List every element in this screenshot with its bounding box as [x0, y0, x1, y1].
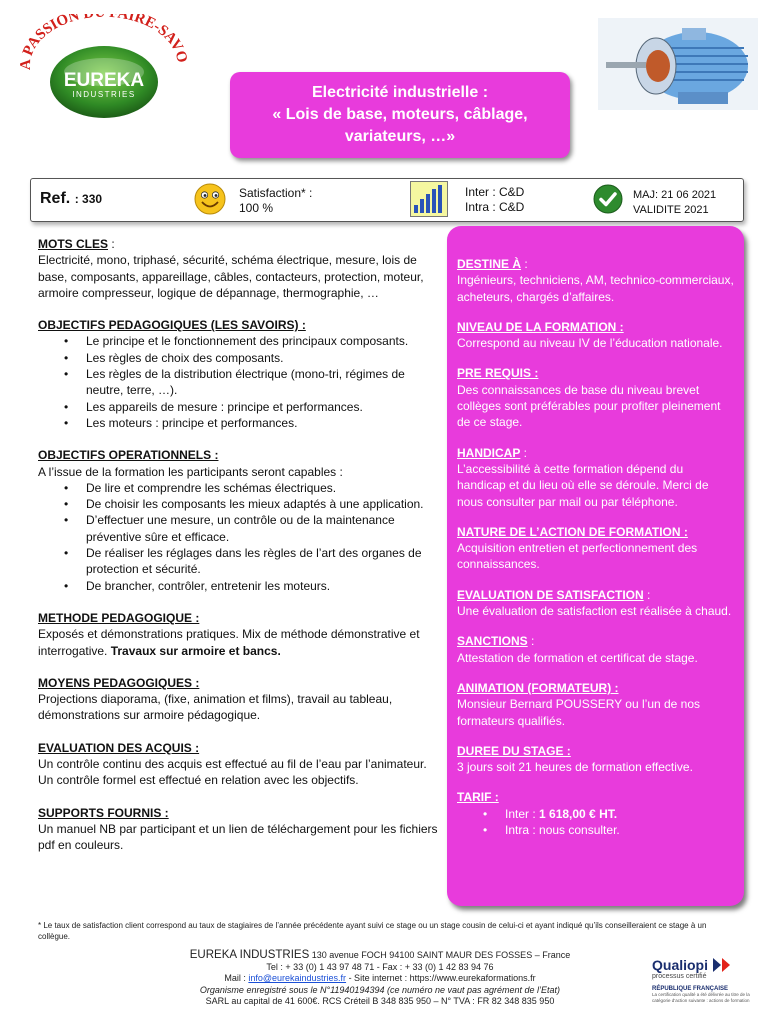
- destine-text: Ingénieurs, techniciens, AM, technico-commerciaux, acheteurs, chargés d’affaires.: [457, 273, 734, 304]
- methode-heading: METHODE PEDAGOGIQUE :: [38, 610, 200, 625]
- list-item: • De lire et comprendre les schémas électriques.: [86, 480, 438, 496]
- tarif-list: [505, 806, 734, 839]
- supports-text: Un manuel NB par participant et un lien de téléchargement pour les fichiers pdf en couleurs.: [38, 821, 438, 853]
- nature-heading: NATURE DE L’ACTION DE FORMATION :: [457, 524, 688, 539]
- supports-section: [38, 805, 438, 854]
- company-footer: [90, 950, 670, 1008]
- methode-section: [38, 610, 438, 659]
- list-item: • De choisir les composants les mieux adaptés à une application.: [86, 496, 438, 512]
- evaluation-acquis-heading: EVALUATION DES ACQUIS :: [38, 740, 200, 755]
- validity: VALIDITE 2021: [633, 204, 709, 216]
- title-line-2: « Lois de base, moteurs, câblage,: [272, 106, 528, 123]
- checkmark-icon: [593, 184, 623, 214]
- website-text: - Site internet : https://www.eurekaformations.fr: [346, 973, 536, 983]
- destine-section: [457, 256, 734, 305]
- sanctions-sep: :: [527, 634, 535, 649]
- moyens-section: [38, 675, 438, 724]
- animation-text: Monsieur Bernard POUSSERY ou l’un de nos formateurs qualifiés.: [457, 697, 701, 728]
- methode-body: Exposés et démonstrations pratiques. Mix de méthode démonstrative et interrogative.: [38, 627, 420, 658]
- qualiopi-logo: [652, 957, 752, 1017]
- handicap-text: L’accessibilité à cette formation dépend du handicap et du lieu où elle se déroule. Merci de nous consulter par mail ou par téléphone.: [457, 461, 709, 509]
- objectifs-pedagogiques-heading: OBJECTIFS PEDAGOGIQUES (LES SAVOIRS) :: [38, 318, 306, 333]
- tarif-intra: • Intra : nous consulter.: [505, 822, 734, 838]
- mots-cles-text: Electricité, mono, triphasé, sécurité, schéma électrique, mesure, lois de base, composants, appareillage, câbles, contacteurs, protection, moteur, armoire compresseur, logique de dépannage, thermographie, …: [38, 253, 424, 300]
- list-item: • De brancher, contrôler, entretenir les moteurs.: [86, 578, 438, 594]
- organisme-text: Organisme enregistré sous le N°11940194394 (ce numéro ne vaut pas agrément de l’Etat): [199, 984, 561, 995]
- qualiopi-legal: La certification qualité a été délivrée au titre de la catégorie d’action suivante : actions de formation: [652, 992, 750, 1003]
- smiley-icon: [193, 182, 227, 216]
- list-item: • D’effectuer une mesure, un contrôle ou de la maintenance préventive sûre et efficace.: [86, 512, 438, 545]
- animation-section: [457, 680, 734, 729]
- company-phone: Tel : + 33 (0) 1 43 97 48 71 - Fax : + 33 (0) 1 42 83 94 76: [266, 961, 494, 972]
- reference-number: [40, 190, 102, 208]
- tarif-section: [457, 789, 734, 838]
- electric-motor-image: [598, 18, 758, 110]
- mots-cles-sep: :: [108, 237, 115, 251]
- methode-text: [38, 626, 438, 659]
- intra-label: Intra : C&D: [465, 200, 525, 214]
- prerequis-heading: PRE REQUIS :: [457, 366, 539, 381]
- list-item: • Le principe et le fonctionnement des principaux composants.: [86, 333, 438, 349]
- moyens-heading: MOYENS PEDAGOGIQUES :: [38, 675, 200, 690]
- update-info: [633, 188, 716, 218]
- info-panel: [447, 226, 744, 906]
- objectifs-operationnels-section: [38, 447, 438, 594]
- qualiopi-name: Qualiopi: [652, 957, 708, 973]
- republique-francaise: RÉPUBLIQUE FRANÇAISE: [652, 986, 729, 992]
- title-line-3: variateurs, …»: [344, 128, 456, 145]
- evaluation-acquis-section: [38, 740, 438, 789]
- title-line-1: Electricité industrielle :: [311, 84, 489, 101]
- list-item: • Les règles de la distribution électrique (mono-tri, régimes de neutre, terre, …).: [86, 366, 438, 399]
- nature-text: Acquisition entretien et perfectionnement des connaissances.: [457, 541, 698, 572]
- satisfaction: [239, 186, 312, 216]
- ref-label: Ref.: [40, 190, 71, 207]
- tarif-heading: TARIF :: [457, 790, 499, 805]
- destine-heading: DESTINE À: [457, 257, 522, 271]
- qualiopi-sub: processus certifié: [652, 973, 707, 980]
- prerequis-text: Des connaissances de base du niveau brevet collèges sont préférables pour profiter pleinement de ce stage.: [457, 382, 721, 430]
- company-name: EUREKA INDUSTRIES: [189, 949, 310, 961]
- tarif-inter-price: 1 618,00 € HT.: [539, 806, 618, 821]
- objectifs-pedagogiques-section: [38, 317, 438, 431]
- qualiopi-arrows-icon: [711, 957, 733, 973]
- objectifs-operationnels-heading: OBJECTIFS OPERATIONNELS :: [38, 448, 219, 463]
- duree-text: 3 jours soit 21 heures de formation effective.: [457, 760, 693, 775]
- mots-cles-heading: MOTS CLES: [38, 237, 109, 251]
- sarl-text: SARL au capital de 41 600€. RCS Créteil B 348 835 950 – N° TVA : FR 82 348 835 950: [205, 996, 555, 1006]
- objectifs-pedagogiques-list: [86, 333, 438, 431]
- objectifs-operationnels-intro: A l’issue de la formation les participants seront capables :: [38, 464, 343, 479]
- handicap-section: [457, 445, 734, 510]
- supports-heading: SUPPORTS FOURNIS :: [38, 805, 169, 820]
- animation-heading: ANIMATION (FORMATEUR) :: [457, 680, 619, 695]
- destine-sep: :: [521, 257, 528, 271]
- mots-cles-section: [38, 236, 438, 301]
- prerequis-section: [457, 365, 734, 430]
- svg-text:EUREKA: EUREKA: [63, 70, 145, 91]
- eval-satisfaction-sep: :: [643, 587, 651, 602]
- tarif-inter-label: Inter :: [505, 806, 540, 821]
- inter-label: Inter : C&D: [465, 185, 525, 199]
- duree-section: [457, 743, 734, 776]
- evaluation-acquis-text: Un contrôle continu des acquis est effectué au fil de l’eau par l’animateur. Un contrôle formel est effectué en relation avec les objectifs.: [38, 757, 427, 788]
- eval-satisfaction-section: [457, 587, 734, 620]
- list-item: • De réaliser les réglages dans les règles de l’art des organes de protection et sécurité.: [86, 545, 438, 578]
- mail-label: Mail :: [224, 973, 249, 983]
- ref-value: : 330: [74, 192, 103, 206]
- eureka-logo: [18, 14, 188, 122]
- left-column: [38, 236, 438, 870]
- sanctions-section: [457, 633, 734, 666]
- list-item: • Les appareils de mesure : principe et performances.: [86, 399, 438, 415]
- list-item: • Les moteurs : principe et performances.: [86, 415, 438, 431]
- niveau-heading: NIVEAU DE LA FORMATION :: [457, 319, 624, 334]
- satisfaction-label: Satisfaction* :: [239, 186, 313, 200]
- handicap-sep: :: [520, 445, 528, 460]
- maj-date: MAJ: 21 06 2021: [633, 189, 717, 201]
- tarif-inter: [505, 806, 734, 822]
- eval-satisfaction-heading: EVALUATION DE SATISFACTION: [457, 587, 644, 602]
- handicap-heading: HANDICAP: [457, 445, 521, 460]
- methode-bold: Travaux sur armoire et bancs.: [110, 643, 281, 658]
- svg-text:LA PASSION DU FAIRE-SAVOIR: A PASSION AIRE-SAV: [18, 14, 186, 71]
- email-link[interactable]: info@eurekaindustries.fr: [248, 973, 347, 983]
- eval-satisfaction-text: Une évaluation de satisfaction est réalisée à chaud.: [457, 604, 732, 619]
- company-address: 130 avenue FOCH 94100 SAINT MAUR DES FOSSES – France: [309, 950, 571, 960]
- sanctions-heading: SANCTIONS: [457, 634, 528, 649]
- list-item: • Les règles de choix des composants.: [86, 350, 438, 366]
- nature-section: [457, 524, 734, 573]
- niveau-text: Correspond au niveau IV de l’éducation nationale.: [457, 336, 723, 351]
- svg-text:INDUSTRIES: INDUSTRIES: [72, 90, 136, 99]
- duree-heading: DUREE DU STAGE :: [457, 743, 571, 758]
- course-title: [230, 72, 570, 158]
- niveau-section: [457, 319, 734, 352]
- objectifs-operationnels-list: [86, 480, 438, 594]
- sanctions-text: Attestation de formation et certificat de stage.: [457, 650, 698, 665]
- moyens-text: Projections diaporama, (fixe, animation et films), travail au tableau, démonstrations sur armoire pédagogique.: [38, 692, 393, 723]
- satisfaction-value: 100 %: [239, 201, 274, 215]
- satisfaction-footnote: * Le taux de satisfaction client correspond au taux de stagiaires de l’année précédente ayant suivi ce stage ou un stage cousin de celui-ci et ayant indiqué qu’ils conseilleraient ce stage à un collègue.: [38, 921, 707, 941]
- pricing-type: [465, 185, 524, 215]
- level-bars-icon: [410, 181, 448, 217]
